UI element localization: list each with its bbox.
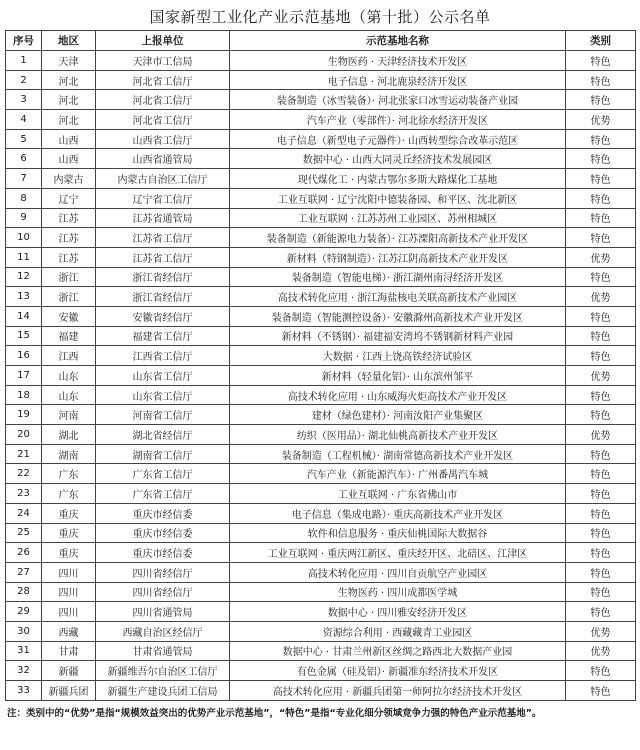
- cell-base: 装备制造（智能测控设备）· 安徽滁州高新技术产业开发区: [230, 306, 566, 326]
- cell-region: 四川: [42, 602, 96, 622]
- cell-no: 11: [6, 247, 42, 267]
- cell-base: 电子信息（新型电子元器件）· 山西转型综合改革示范区: [230, 129, 566, 149]
- cell-unit: 重庆市经信委: [96, 503, 230, 523]
- cell-category: 特色: [566, 267, 636, 287]
- cell-no: 3: [6, 90, 42, 110]
- table-header-row: [6, 31, 636, 51]
- table-row: [6, 208, 636, 228]
- cell-base: 建材（绿色建材）· 河南汝阳产业集聚区: [230, 405, 566, 425]
- cell-category: 特色: [566, 228, 636, 248]
- header-category: 类别: [566, 31, 636, 51]
- table-row: [6, 621, 636, 641]
- cell-unit: 江西省工信厅: [96, 346, 230, 366]
- cell-no: 19: [6, 405, 42, 425]
- cell-unit: 浙江省经信厅: [96, 267, 230, 287]
- cell-region: 江苏: [42, 247, 96, 267]
- header-no: 序号: [6, 31, 42, 51]
- cell-region: 浙江: [42, 287, 96, 307]
- table-row: [6, 267, 636, 287]
- table-row: [6, 110, 636, 130]
- cell-region: 山西: [42, 129, 96, 149]
- cell-region: 山西: [42, 149, 96, 169]
- cell-region: 重庆: [42, 523, 96, 543]
- cell-no: 23: [6, 484, 42, 504]
- cell-category: 优势: [566, 641, 636, 661]
- cell-no: 20: [6, 425, 42, 445]
- table-row: [6, 228, 636, 248]
- cell-unit: 重庆市经信委: [96, 543, 230, 563]
- cell-base: 生物医药 · 四川成都医学城: [230, 582, 566, 602]
- cell-region: 天津: [42, 51, 96, 71]
- cell-category: 特色: [566, 208, 636, 228]
- cell-category: 特色: [566, 543, 636, 563]
- table-row: [6, 503, 636, 523]
- table-row: [6, 366, 636, 386]
- cell-unit: 广东省工信厅: [96, 484, 230, 504]
- cell-base: 工业互联网 · 重庆两江新区、重庆经开区、北碚区、江津区: [230, 543, 566, 563]
- cell-unit: 山东省工信厅: [96, 366, 230, 386]
- table-row: [6, 51, 636, 71]
- cell-region: 重庆: [42, 503, 96, 523]
- table-row: [6, 129, 636, 149]
- cell-unit: 湖南省工信厅: [96, 444, 230, 464]
- cell-no: 28: [6, 582, 42, 602]
- cell-region: 江西: [42, 346, 96, 366]
- cell-category: 特色: [566, 681, 636, 701]
- cell-base: 生物医药 · 天津经济技术开发区: [230, 51, 566, 71]
- cell-no: 4: [6, 110, 42, 130]
- cell-base: 软件和信息服务 · 重庆仙桃国际大数据谷: [230, 523, 566, 543]
- cell-category: 特色: [566, 582, 636, 602]
- cell-category: 特色: [566, 385, 636, 405]
- cell-base: 电子信息（集成电路）· 重庆高新技术产业开发区: [230, 503, 566, 523]
- cell-category: 优势: [566, 287, 636, 307]
- cell-region: 甘肃: [42, 641, 96, 661]
- cell-unit: 江苏省通管局: [96, 208, 230, 228]
- header-region: 地区: [42, 31, 96, 51]
- cell-no: 15: [6, 326, 42, 346]
- table-row: [6, 425, 636, 445]
- cell-region: 河北: [42, 70, 96, 90]
- cell-no: 12: [6, 267, 42, 287]
- cell-category: 特色: [566, 51, 636, 71]
- cell-base: 有色金属（硅及铝）· 新疆准东经济技术开发区: [230, 661, 566, 681]
- cell-no: 17: [6, 366, 42, 386]
- cell-no: 6: [6, 149, 42, 169]
- table-row: [6, 287, 636, 307]
- cell-unit: 福建省工信厅: [96, 326, 230, 346]
- cell-category: 优势: [566, 110, 636, 130]
- table-row: [6, 484, 636, 504]
- cell-base: 现代煤化工 · 内蒙古鄂尔多斯大路煤化工基地: [230, 169, 566, 189]
- table-row: [6, 326, 636, 346]
- cell-region: 江苏: [42, 228, 96, 248]
- cell-base: 大数据 · 江西上饶高铁经济试验区: [230, 346, 566, 366]
- page-title: 国家新型工业化产业示范基地（第十批）公示名单: [149, 8, 491, 26]
- cell-unit: 新疆生产建设兵团工信局: [96, 681, 230, 701]
- cell-base: 高技术转化应用 · 山东威海火炬高技术产业开发区: [230, 385, 566, 405]
- cell-base: 新材料（特钢制造）· 江苏江阴高新技术产业开发区: [230, 247, 566, 267]
- cell-base: 高技术转化应用 · 新疆兵团第一师阿拉尔经济技术开发区: [230, 681, 566, 701]
- cell-no: 27: [6, 562, 42, 582]
- table-row: [6, 681, 636, 701]
- cell-unit: 四川省经信厅: [96, 562, 230, 582]
- cell-region: 广东: [42, 464, 96, 484]
- table-row: [6, 523, 636, 543]
- cell-category: 特色: [566, 149, 636, 169]
- cell-category: 优势: [566, 247, 636, 267]
- table-row: [6, 602, 636, 622]
- table-row: [6, 661, 636, 681]
- cell-category: 特色: [566, 503, 636, 523]
- cell-region: 浙江: [42, 267, 96, 287]
- table-row: [6, 149, 636, 169]
- cell-region: 福建: [42, 326, 96, 346]
- table-row: [6, 562, 636, 582]
- cell-base: 装备制造（冰雪装备）· 河北张家口冰雪运动装备产业园: [230, 90, 566, 110]
- cell-base: 新材料（轻量化铝）· 山东滨州邹平: [230, 366, 566, 386]
- cell-unit: 湖北省经信厅: [96, 425, 230, 445]
- cell-no: 24: [6, 503, 42, 523]
- cell-unit: 河南省工信厅: [96, 405, 230, 425]
- table-row: [6, 70, 636, 90]
- cell-category: 特色: [566, 484, 636, 504]
- cell-category: 特色: [566, 306, 636, 326]
- base-list-table: [5, 30, 636, 701]
- cell-base: 高技术转化应用 · 四川自贡航空产业园区: [230, 562, 566, 582]
- cell-base: 装备制造（工程机械）· 湖南常德高新技术产业开发区: [230, 444, 566, 464]
- cell-category: 特色: [566, 188, 636, 208]
- table-row: [6, 543, 636, 563]
- cell-unit: 辽宁省工信厅: [96, 188, 230, 208]
- header-unit: 上报单位: [96, 31, 230, 51]
- cell-no: 9: [6, 208, 42, 228]
- cell-no: 21: [6, 444, 42, 464]
- cell-region: 山东: [42, 366, 96, 386]
- table-row: [6, 385, 636, 405]
- cell-base: 工业互联网 · 辽宁沈阳中德装备园、和平区、沈北新区: [230, 188, 566, 208]
- cell-unit: 河北省工信厅: [96, 110, 230, 130]
- cell-region: 河北: [42, 90, 96, 110]
- cell-region: 重庆: [42, 543, 96, 563]
- cell-base: 数据中心 · 四川雅安经济开发区: [230, 602, 566, 622]
- cell-region: 辽宁: [42, 188, 96, 208]
- cell-unit: 广东省工信厅: [96, 464, 230, 484]
- cell-unit: 江苏省工信厅: [96, 228, 230, 248]
- cell-no: 32: [6, 661, 42, 681]
- cell-category: 特色: [566, 346, 636, 366]
- cell-no: 26: [6, 543, 42, 563]
- cell-region: 广东: [42, 484, 96, 504]
- cell-no: 30: [6, 621, 42, 641]
- cell-category: 优势: [566, 425, 636, 445]
- cell-base: 工业互联网 · 广东省佛山市: [230, 484, 566, 504]
- cell-category: 特色: [566, 661, 636, 681]
- cell-unit: 安徽省经信厅: [96, 306, 230, 326]
- cell-region: 新疆: [42, 661, 96, 681]
- table-row: [6, 444, 636, 464]
- header-base: 示范基地名称: [230, 31, 566, 51]
- cell-category: 特色: [566, 405, 636, 425]
- cell-unit: 内蒙古自治区工信厅: [96, 169, 230, 189]
- cell-no: 33: [6, 681, 42, 701]
- cell-no: 25: [6, 523, 42, 543]
- cell-category: 特色: [566, 523, 636, 543]
- cell-region: 新疆兵团: [42, 681, 96, 701]
- cell-base: 汽车产业（新能源汽车）· 广州番禺汽车城: [230, 464, 566, 484]
- cell-category: 特色: [566, 90, 636, 110]
- cell-base: 纺织（医用品）· 湖北仙桃高新技术产业开发区: [230, 425, 566, 445]
- cell-region: 湖北: [42, 425, 96, 445]
- cell-base: 工业互联网 · 江苏苏州工业园区、苏州相城区: [230, 208, 566, 228]
- cell-base: 装备制造（新能源电力装备）· 江苏溧阳高新技术产业开发区: [230, 228, 566, 248]
- cell-no: 2: [6, 70, 42, 90]
- cell-unit: 四川省通管局: [96, 602, 230, 622]
- cell-base: 资源综合利用 · 西藏藏青工业园区: [230, 621, 566, 641]
- cell-region: 江苏: [42, 208, 96, 228]
- cell-base: 新材料（不锈钢）· 福建福安湾坞不锈钢新材料产业园: [230, 326, 566, 346]
- cell-no: 22: [6, 464, 42, 484]
- cell-region: 河北: [42, 110, 96, 130]
- cell-region: 四川: [42, 582, 96, 602]
- cell-category: 特色: [566, 444, 636, 464]
- cell-region: 西藏: [42, 621, 96, 641]
- cell-no: 16: [6, 346, 42, 366]
- table-row: [6, 405, 636, 425]
- cell-no: 18: [6, 385, 42, 405]
- cell-no: 10: [6, 228, 42, 248]
- cell-no: 8: [6, 188, 42, 208]
- cell-base: 电子信息 · 河北鹿泉经济开发区: [230, 70, 566, 90]
- cell-base: 高技术转化应用 · 浙江海盐核电关联高新技术产业园区: [230, 287, 566, 307]
- cell-category: 特色: [566, 562, 636, 582]
- table-row: [6, 169, 636, 189]
- cell-unit: 新疆维吾尔自治区工信厅: [96, 661, 230, 681]
- table-row: [6, 346, 636, 366]
- cell-region: 安徽: [42, 306, 96, 326]
- cell-unit: 甘肃省通管局: [96, 641, 230, 661]
- table-row: [6, 90, 636, 110]
- cell-no: 13: [6, 287, 42, 307]
- footnote: 注：类别中的“优势”是指“规模效益突出的优势产业示范基地”，“特色”是指“专业化细分领域竞争力强的特色产业示范基地”。: [7, 707, 542, 719]
- cell-unit: 河北省工信厅: [96, 70, 230, 90]
- table-row: [6, 188, 636, 208]
- cell-no: 1: [6, 51, 42, 71]
- cell-category: 特色: [566, 464, 636, 484]
- table-row: [6, 641, 636, 661]
- cell-category: 优势: [566, 366, 636, 386]
- cell-unit: 江苏省工信厅: [96, 247, 230, 267]
- cell-category: 特色: [566, 129, 636, 149]
- cell-region: 四川: [42, 562, 96, 582]
- cell-unit: 西藏自治区经信厅: [96, 621, 230, 641]
- cell-no: 7: [6, 169, 42, 189]
- cell-unit: 天津市工信局: [96, 51, 230, 71]
- cell-unit: 河北省工信厅: [96, 90, 230, 110]
- cell-base: 汽车产业（零部件）· 河北徐水经济开发区: [230, 110, 566, 130]
- cell-category: 特色: [566, 326, 636, 346]
- table-row: [6, 306, 636, 326]
- cell-unit: 重庆市经信委: [96, 523, 230, 543]
- cell-region: 河南: [42, 405, 96, 425]
- cell-no: 31: [6, 641, 42, 661]
- cell-base: 数据中心 · 甘肃兰州新区丝绸之路西北大数据产业园: [230, 641, 566, 661]
- cell-category: 特色: [566, 169, 636, 189]
- cell-region: 湖南: [42, 444, 96, 464]
- cell-no: 14: [6, 306, 42, 326]
- cell-region: 内蒙古: [42, 169, 96, 189]
- cell-unit: 山西省工信厅: [96, 129, 230, 149]
- cell-base: 数据中心 · 山西大同灵丘经济技术发展园区: [230, 149, 566, 169]
- cell-unit: 浙江省经信厅: [96, 287, 230, 307]
- table-row: [6, 582, 636, 602]
- cell-no: 5: [6, 129, 42, 149]
- cell-category: 优势: [566, 621, 636, 641]
- cell-category: 特色: [566, 602, 636, 622]
- cell-region: 山东: [42, 385, 96, 405]
- table-row: [6, 464, 636, 484]
- cell-category: 特色: [566, 70, 636, 90]
- cell-base: 装备制造（智能电梯）· 浙江湖州南浔经济开发区: [230, 267, 566, 287]
- cell-unit: 山西省通管局: [96, 149, 230, 169]
- cell-unit: 山东省工信厅: [96, 385, 230, 405]
- table-row: [6, 247, 636, 267]
- cell-no: 29: [6, 602, 42, 622]
- cell-unit: 四川省经信厅: [96, 582, 230, 602]
